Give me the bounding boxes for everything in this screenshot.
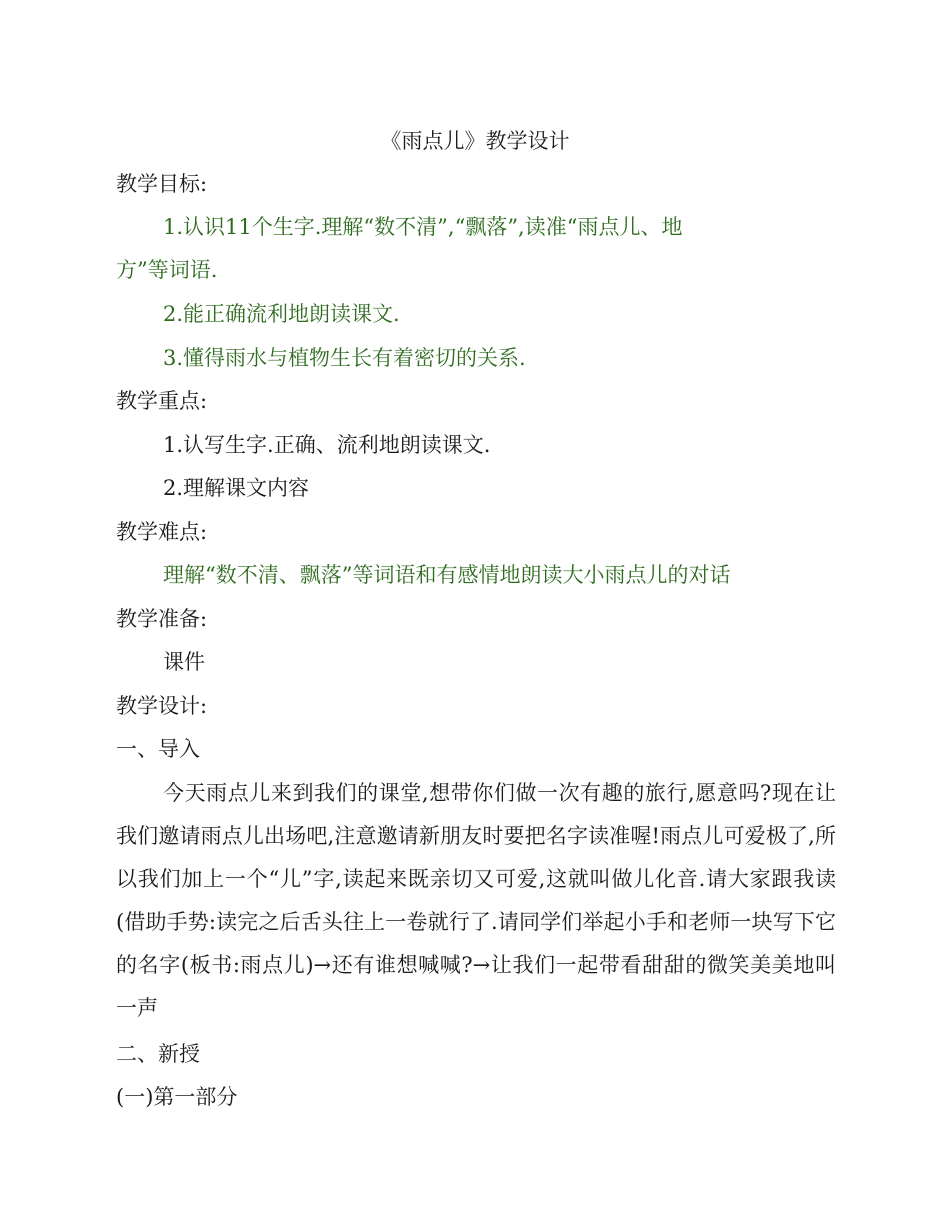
goal-item-2: 2.能正确流利地朗读课文. — [163, 302, 400, 326]
part-one-heading: (一)第一部分 — [116, 1085, 238, 1109]
goal-item-1-continued: 方”等词语. — [116, 258, 218, 282]
document-title: 《雨点儿》教学设计 — [380, 129, 570, 153]
difficulty-heading: 教学难点: — [116, 520, 208, 544]
key-point-1: 1.认写生字.正确、流利地朗读课文. — [163, 433, 491, 457]
difficulty-text: 理解“数不清、飘落”等词语和有感情地朗读大小雨点儿的对话 — [163, 563, 731, 587]
intro-paragraph: 今天雨点儿来到我们的课堂,想带你们做一次有趣的旅行,愿意吗?现在让我们邀请雨点儿出场吧,注意邀请新朋友时要把名字读准喔!雨点儿可爱极了,所以我们加上一个“儿”字,读起来既亲切又可爱,这就叫做儿化音.请大家跟我读(借助手势:读完之后舌头往上一卷就行了.请同学们举起小手和老师一块写下它的名字(板书:雨点儿)→还有谁想喊喊?→让我们一起带看甜甜的微笑美美地叫一声 — [116, 781, 836, 1020]
goal-item-1: 1.认识11个生字.理解“数不清”,“飘落”,读准“雨点儿、地 — [163, 215, 683, 239]
goal-item-3: 3.懂得雨水与植物生长有着密切的关系. — [163, 346, 526, 370]
design-heading: 教学设计: — [116, 694, 208, 718]
section-two-heading: 二、新授 — [116, 1042, 200, 1066]
key-point-2: 2.理解课文内容 — [163, 476, 310, 500]
prep-heading: 教学准备: — [116, 607, 208, 631]
key-heading: 教学重点: — [116, 389, 208, 413]
section-one-heading: 一、导入 — [116, 737, 200, 761]
prep-text: 课件 — [163, 650, 205, 674]
goals-heading: 教学目标: — [116, 172, 208, 196]
